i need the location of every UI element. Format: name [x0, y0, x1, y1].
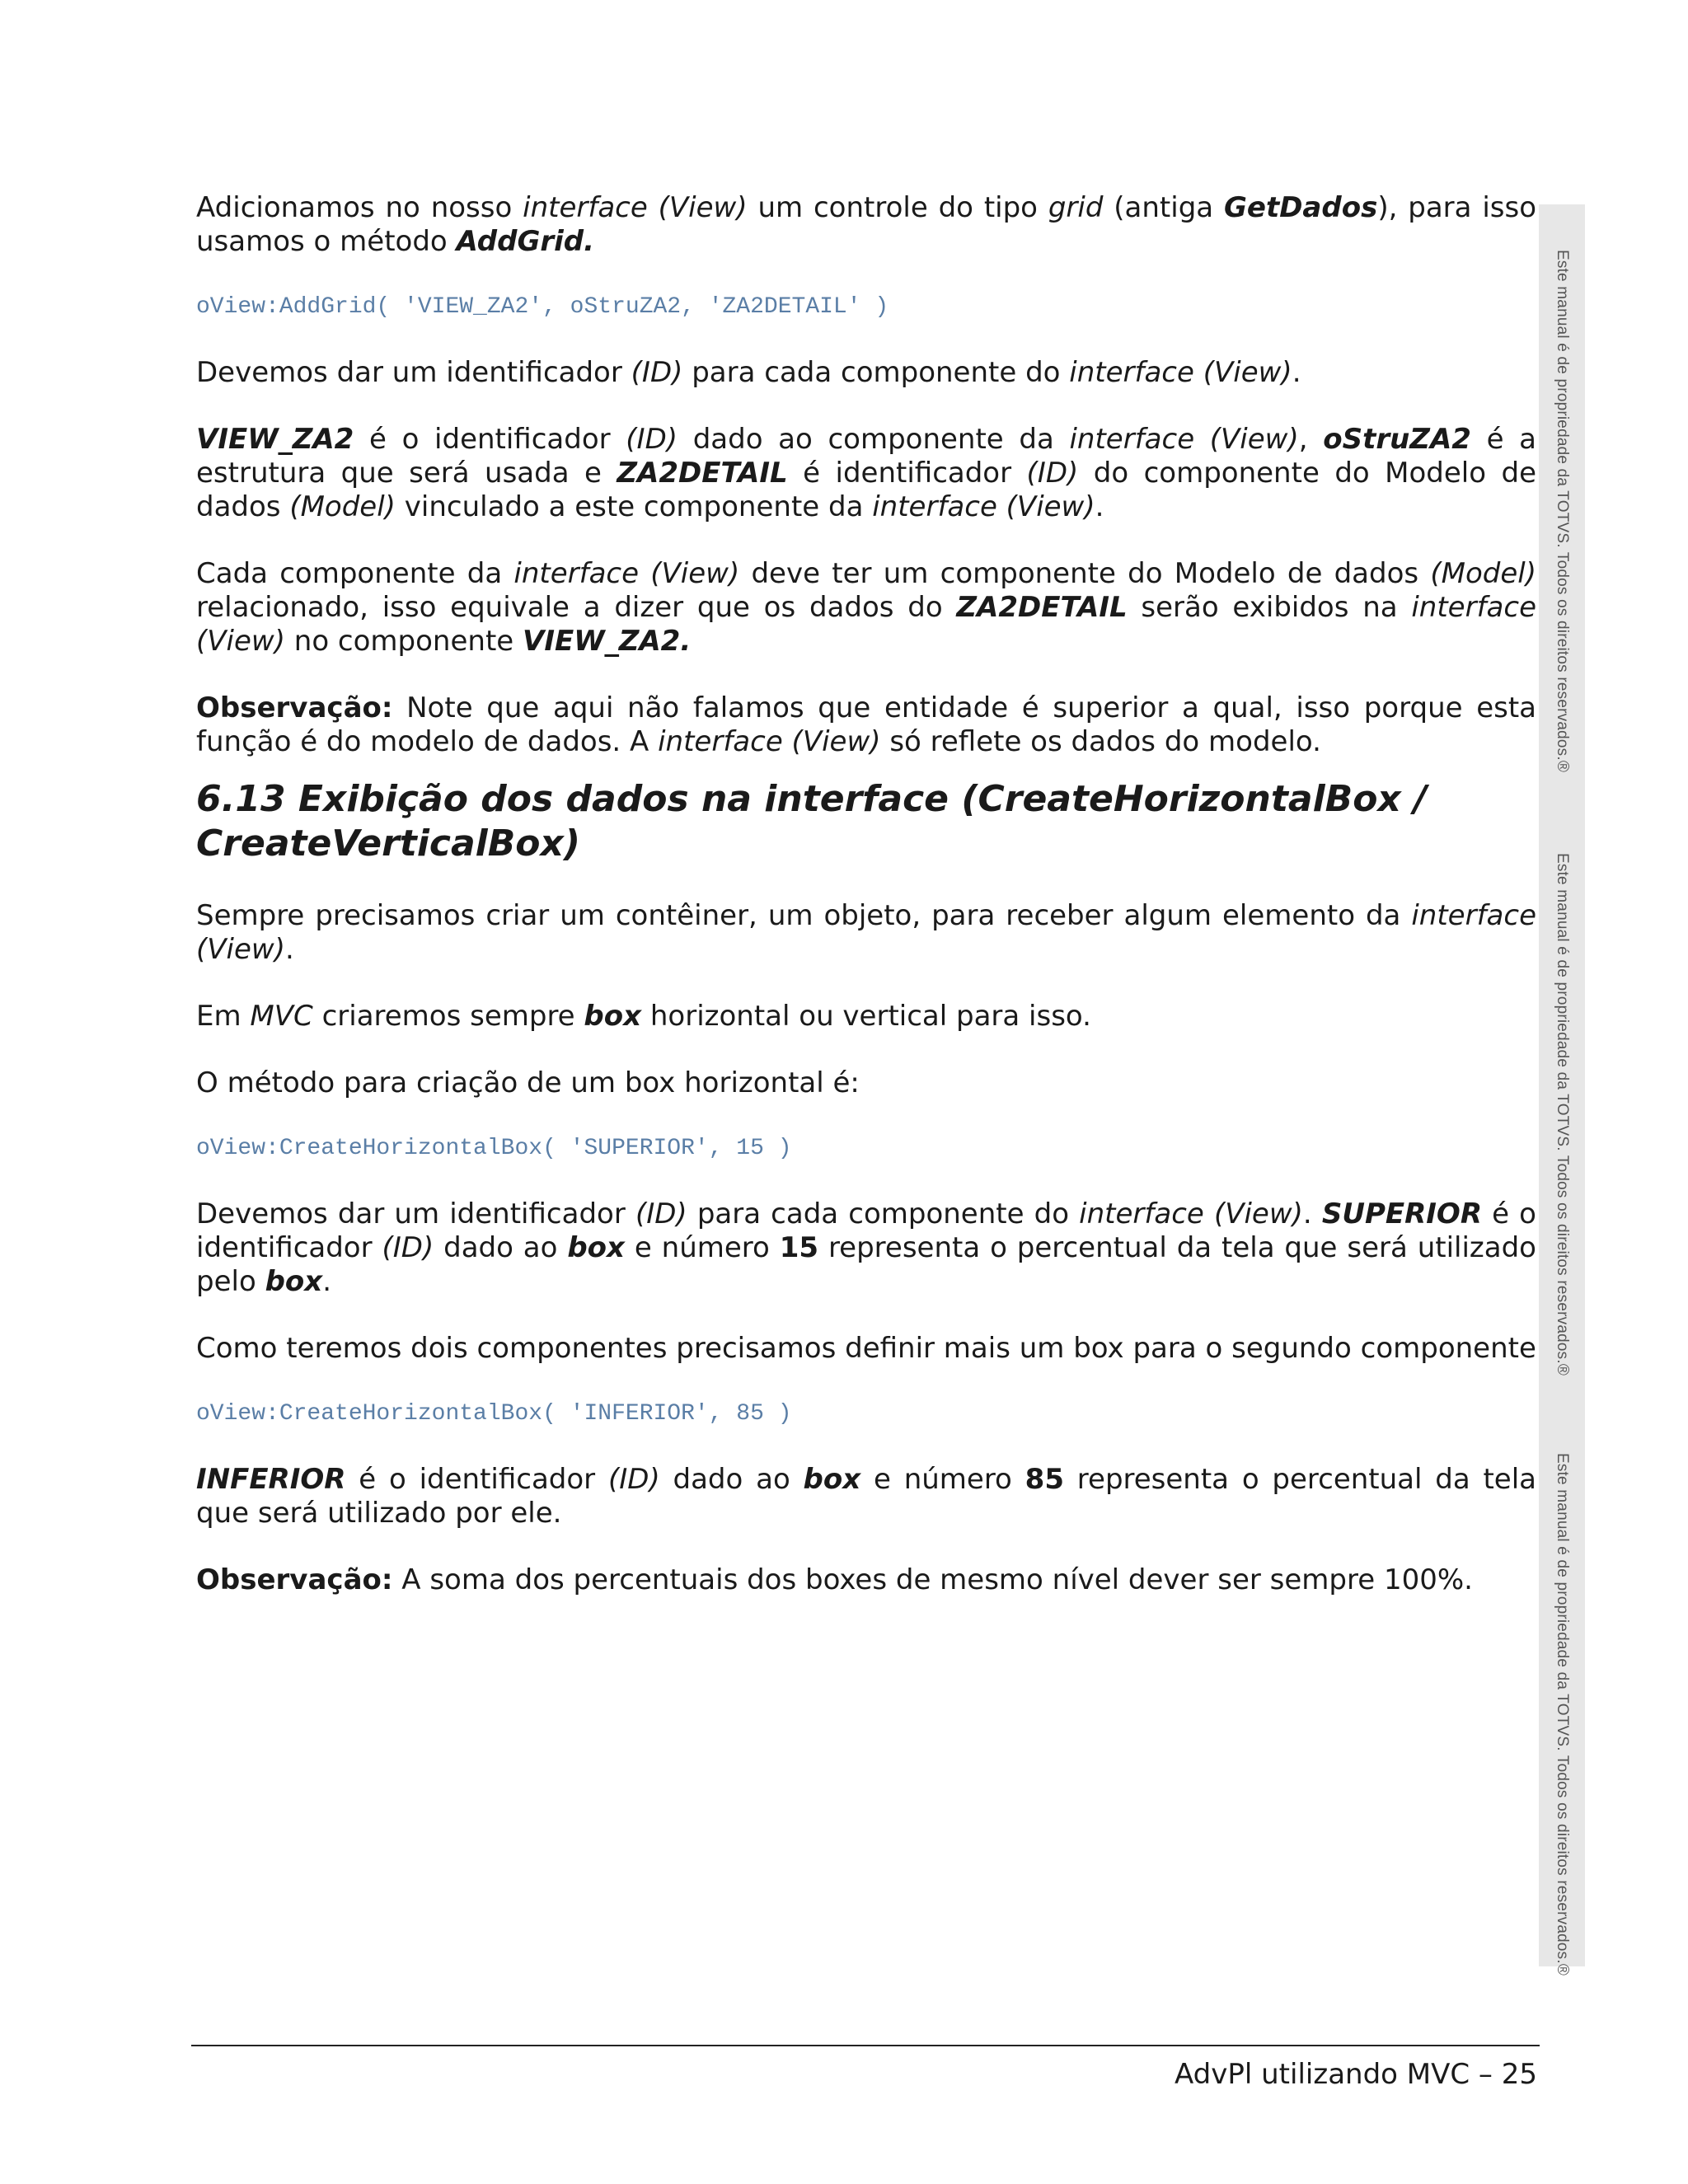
paragraph-superior: Devemos dar um identificador (ID) para cada componente do interface (View). SUPERIOR é o identificador (ID) dado ao box e número 15 representa o percentual da tela que será utilizado pelo box. — [196, 1197, 1536, 1298]
section-heading: 6.13 Exibição dos dados na interface (CreateHorizontalBox / CreateVerticalBox) — [196, 778, 1428, 865]
paragraph-observation-2: Observação: A soma dos percentuais dos boxes de mesmo nível dever ser sempre 100%. — [196, 1563, 1473, 1596]
page-footer: AdvPl utilizando MVC – 25 — [1175, 2058, 1537, 2091]
paragraph-method-intro: O método para criação de um box horizontal é: — [196, 1066, 860, 1099]
copyright-notice: Este manual é de propriedade da TOTVS. Todos os direitos reservados.® — [1554, 249, 1571, 773]
paragraph-inferior: INFERIOR é o identificador (ID) dado ao box e número 85 representa o percentual da tela que será utilizado por ele. — [196, 1463, 1536, 1530]
copyright-notice: Este manual é de propriedade da TOTVS. Todos os direitos reservados.® — [1554, 852, 1571, 1376]
footer-rule — [191, 2045, 1540, 2046]
paragraph-observation-1: Observação: Note que aqui não falamos que entidade é superior a qual, isso porque esta função é do modelo de dados. A interface (View) só reflete os dados do modelo. — [196, 691, 1536, 758]
paragraph-second-box: Como teremos dois componentes precisamos definir mais um box para o segundo componente — [196, 1332, 1536, 1365]
page-content — [196, 191, 1536, 1597]
paragraph-identifier: Devemos dar um identificador (ID) para cada componente do interface (View). — [196, 356, 1301, 389]
copyright-sidebar — [1539, 204, 1585, 1976]
paragraph-component-relation: Cada componente da interface (View) deve ter um componente do Modelo de dados (Model) relacionado, isso equivale a dizer que os dados do ZA2DETAIL serão exibidos na interface (View) no componente VIEW_ZA2. — [196, 557, 1536, 658]
paragraph-mvc-box: Em MVC criaremos sempre box horizontal ou vertical para isso. — [196, 1000, 1091, 1033]
code-addgrid: oView:AddGrid( 'VIEW_ZA2', oStruZA2, 'ZA2DETAIL' ) — [196, 294, 889, 320]
code-inferior-box: oView:CreateHorizontalBox( 'INFERIOR', 85 ) — [196, 1401, 792, 1427]
paragraph-view-za2: VIEW_ZA2 é o identificador (ID) dado ao componente da interface (View), oStruZA2 é a estrutura que será usada e ZA2DETAIL é identificador (ID) do componente do Modelo de dados (Model) vinculado a este componente da interface (View). — [196, 423, 1537, 523]
paragraph-container: Sempre precisamos criar um contêiner, um objeto, para receber algum elemento da interface (View). — [196, 899, 1536, 966]
paragraph-addgrid-intro: Adicionamos no nosso interface (View) um controle do tipo grid (antiga GetDados), para isso usamos o método AddGrid. — [196, 191, 1536, 258]
copyright-notice: Este manual é de propriedade da TOTVS. Todos os direitos reservados.® — [1554, 1452, 1571, 1976]
code-superior-box: oView:CreateHorizontalBox( 'SUPERIOR', 15 ) — [196, 1136, 792, 1161]
